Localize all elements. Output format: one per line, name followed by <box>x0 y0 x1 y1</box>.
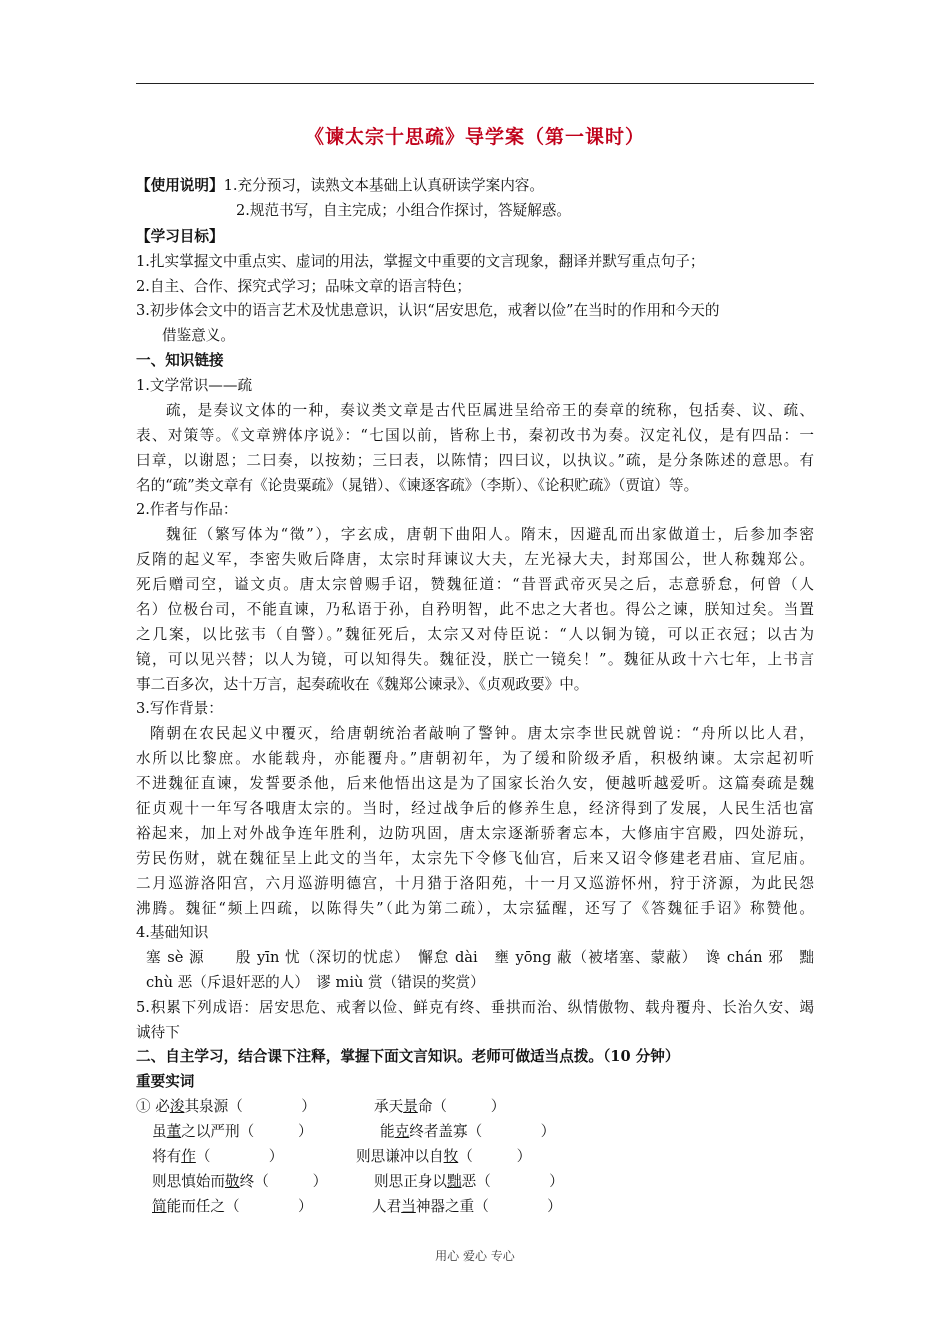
author-line: 镜，可以见兴替；以人为镜，可以知得失。魏征没，朕亡一镜矣！”。魏征从政十六七年，上书言 <box>136 651 814 668</box>
exercise-blank[interactable]: 之以严刑（ ） <box>181 1123 313 1140</box>
section1-heading: 一、知识链接 <box>136 352 224 369</box>
exercise-text: 将有 <box>152 1148 182 1165</box>
exercise-blank[interactable]: 命（ ） <box>417 1098 506 1115</box>
exercise-text: 则思慎始而 <box>152 1173 225 1190</box>
section2-heading: 二、自主学习，结合课下注释，掌握下面文言知识。老师可做适当点拨。（10 分钟） <box>136 1048 680 1065</box>
goal-2: 2.自主、合作、探究式学习；品味文章的语言特色； <box>136 278 471 295</box>
exercise-item <box>380 1122 555 1142</box>
basics-line-2: chù 恶（斥退奸恶的人） 谬 miù 赏（错误的奖赏） <box>146 974 485 991</box>
exercise-blank[interactable]: 终者盖寡（ ） <box>409 1123 556 1140</box>
goal-3-line-1: 3.初步体会文中的语言艺术及忧患意识，认识“居安思危，戒奢以俭”在当时的作用和今天的 <box>136 302 720 319</box>
idioms-line-2: 诚待下 <box>136 1024 180 1041</box>
header-rule <box>136 83 814 84</box>
goals-heading: 【学习目标】 <box>136 228 224 245</box>
literary-knowledge-heading: 1.文学常识——疏 <box>136 377 253 394</box>
background-line: 沸腾。魏征“频上四疏，以陈得失”（此为第二疏），太宗猛醒，还写了《答魏征手诏》称赞他。 <box>136 900 814 917</box>
exercise-blank[interactable]: 神器之重（ ） <box>415 1198 562 1215</box>
goal-1: 1.扎实掌握文中重点实、虚词的用法，掌握文中重要的文言现象，翻译并默写重点句子； <box>136 253 705 270</box>
author-heading: 2.作者与作品： <box>136 501 238 518</box>
literary-knowledge-line: 曰章，以谢恩；二曰奏，以按劾；三曰表，以陈情；四曰议，以执议。”疏，是分条陈述的意思。有 <box>136 452 814 469</box>
exercise-blank[interactable]: 能而任之（ ） <box>166 1198 313 1215</box>
author-line: 名）位极台司，不能直谏，乃私语于孙，自矜明智，此不忠之大者也。得公之谏，朕知过矣。当置 <box>136 601 814 618</box>
background-line: 二月巡游洛阳宫，六月巡游明德宫，十月猎于洛阳苑，十一月又巡游怀州，狩于济源，为此民怨 <box>136 875 814 892</box>
background-line: 裕起来，加上对外战争连年胜利，边防巩固，唐太宗逐渐骄奢忘本，大修庙宇宫殿，四处游玩， <box>136 825 814 842</box>
exercise-text: 虽 <box>152 1123 167 1140</box>
basics-line-1: 塞 sè 源 殷 yīn 忧（深切的忧虑） 懈怠 dài 壅 yōng 蔽（被堵塞、蒙蔽） 谗 chán 邪 黜 <box>146 949 814 966</box>
background-heading: 3.写作背景： <box>136 700 223 717</box>
page-title: 《谏太宗十思疏》导学案（第一课时） <box>304 126 645 148</box>
exercise-key-word: 当 <box>401 1198 416 1215</box>
literary-knowledge-line: 表、对策等。《文章辨体序说》：“七国以前，皆称上书，秦初改书为奏。汉定礼仪，是有四品：一 <box>136 427 814 444</box>
background-line: 水所以比黎庶。水能载舟，亦能覆舟。”唐朝初年，为了缓和阶级矛盾，积极纳谏。太宗起初听 <box>136 750 814 767</box>
exercise-text: 承天 <box>374 1098 404 1115</box>
exercise-key-word: 简 <box>152 1198 167 1215</box>
exercise-key-word: 董 <box>166 1123 182 1140</box>
exercise-item <box>152 1172 327 1192</box>
idioms-line-1: 5.积累下列成语：居安思危、戒奢以俭、鲜克有终、垂拱而治、纵情傲物、载舟覆舟、长治久安、竭 <box>136 999 814 1016</box>
exercise-item <box>372 1197 562 1217</box>
exercise-blank[interactable]: 恶（ ） <box>461 1173 564 1190</box>
exercise-key-word: 牧 <box>443 1148 459 1165</box>
exercise-item <box>152 1197 313 1217</box>
goal-3-line-2: 借鉴意义。 <box>162 327 235 344</box>
literary-knowledge-line: 疏，是奏议文体的一种，奏议类文章是古代臣属进呈给帝王的奏章的统称，包括奏、议、疏、 <box>166 402 814 419</box>
exercise-text: 则思谦冲以自 <box>356 1148 444 1165</box>
exercise-key-word: 作 <box>181 1148 196 1165</box>
basics-heading: 4.基础知识 <box>136 924 209 941</box>
exercise-key-word: 敬 <box>224 1173 240 1190</box>
exercise-blank[interactable]: （ ） <box>195 1148 284 1165</box>
exercise-item <box>152 1147 283 1167</box>
background-line: 征贞观十一年写各哦唐太宗的。当时，经过战争后的修养生息，经济得到了发展，人民生活也富 <box>136 800 814 817</box>
exercise-blank[interactable]: 其泉源（ ） <box>184 1098 316 1115</box>
exercise-blank[interactable]: 终（ ） <box>239 1173 328 1190</box>
exercise-blank[interactable]: （ ） <box>458 1148 532 1165</box>
exercise-key-word: 浚 <box>169 1098 185 1115</box>
literary-knowledge-line: 名的“疏”类文章有《论贵粟疏》（晁错）、《谏逐客疏》（李斯）、《论积贮疏》（贾谊）等。 <box>136 477 699 494</box>
background-line: 不进魏征直谏，发誓要杀他，后来他悟出这是为了国家长治久安，便越听越爱听。这篇奏疏是魏 <box>136 775 814 792</box>
exercise-key-word: 黜 <box>446 1173 462 1190</box>
background-line: 劳民伤财，就在魏征呈上此文的当年，太宗先下令修飞仙宫，后来又诏令修建老君庙、宣尼庙。 <box>136 850 814 867</box>
key-words-heading: 重要实词 <box>136 1073 195 1090</box>
author-line: 死后赠司空，谥文贞。唐太宗曾赐手诏，赞魏征道：“昔晋武帝灭吴之后，志意骄怠，何曾（人 <box>136 576 814 593</box>
exercise-key-word: 克 <box>394 1123 410 1140</box>
author-line: 之几案，以比弦韦（自警）。”魏征死后，太宗又对侍臣说：“人以铜为镜，可以正衣冠；以古为 <box>136 626 814 643</box>
author-line: 事二百多次，达十万言，起奏疏收在《魏郑公谏录》、《贞观政要》中。 <box>136 676 589 693</box>
usage-label: 【使用说明】 <box>136 177 224 194</box>
exercise-text: 则思正身以 <box>374 1173 447 1190</box>
exercise-key-word: 景 <box>403 1098 418 1115</box>
usage-line-1 <box>136 176 544 196</box>
author-line: 魏征（繁写体为“徵”），字玄成，唐朝下曲阳人。隋末，因避乱而出家做道士，后参加李密 <box>166 526 814 543</box>
exercise-item <box>374 1172 564 1192</box>
exercise-item <box>374 1097 505 1117</box>
page-footer: 用心 爱心 专心 <box>435 1249 515 1263</box>
exercise-text: ① 必 <box>136 1098 170 1115</box>
usage-item-2: 2.规范书写，自主完成；小组合作探讨，答疑解惑。 <box>236 202 571 219</box>
exercise-text: 人君 <box>372 1198 402 1215</box>
background-line: 隋朝在农民起义中覆灭，给唐朝统治者敲响了警钟。唐太宗李世民就曾说：“舟所以比人君， <box>150 725 814 742</box>
usage-item-1: 1.充分预习，读熟文本基础上认真研读学案内容。 <box>223 177 544 194</box>
exercise-item <box>152 1122 313 1142</box>
exercise-item <box>356 1147 531 1167</box>
author-line: 反隋的起义军，李密失败后降唐，太宗时拜谏议大夫，左光禄大夫，封郑国公，世人称魏郑公。 <box>136 551 814 568</box>
exercise-item <box>136 1097 316 1117</box>
exercise-text: 能 <box>380 1123 395 1140</box>
